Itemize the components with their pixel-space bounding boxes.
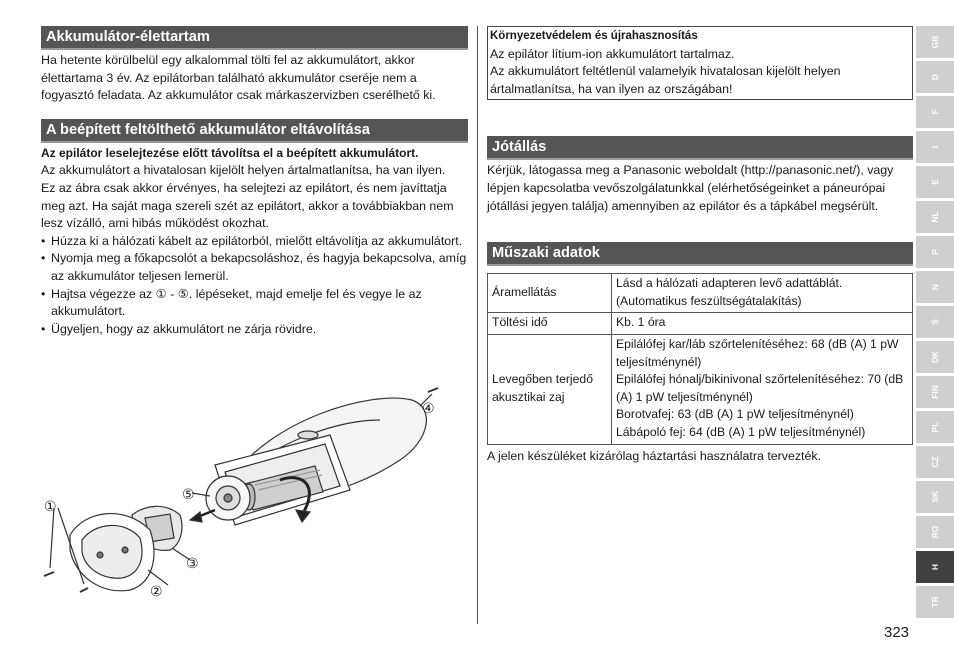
environment-line-1: Az epilátor lítium-ion akkumulátort tartalmaz. bbox=[490, 46, 735, 61]
spec-key: Töltési idő bbox=[488, 313, 612, 335]
spec-key: Áramellátás bbox=[488, 274, 612, 313]
removal-bullet-list bbox=[41, 233, 468, 339]
removal-paragraph-1: Az akkumulátort a hivatalosan kijelölt helyen ártalmatlanítsa, ha van ilyen. bbox=[41, 163, 446, 178]
tab-d[interactable]: D bbox=[916, 61, 954, 93]
tab-f[interactable]: F bbox=[916, 96, 954, 128]
tab-p[interactable]: P bbox=[916, 236, 954, 268]
removal-lead: Az epilátor leselejtezése előtt távolítsa el a beépített akkumulátort. bbox=[41, 145, 419, 160]
tab-dk[interactable]: DK bbox=[916, 341, 954, 373]
tab-fin[interactable]: FIN bbox=[916, 376, 954, 408]
table-row bbox=[488, 313, 913, 335]
page-number: 323 bbox=[884, 624, 910, 641]
tab-cz[interactable]: CZ bbox=[916, 446, 954, 478]
removal-paragraph-2: Ez az ábra csak akkor érvényes, ha selejtezi az epilátort, és nem javíttatja meg azt. Ha saját maga szereli szét az epilátort, akkor a továbbiakban nem lesz vízálló, ami hibás működést okozhat. bbox=[41, 180, 454, 231]
list-item: • Nyomja meg a főkapcsolót a bekapcsoláshoz, és hagyja bekapcsolva, amíg az akkumulátor teljesen lemerül. bbox=[41, 251, 467, 283]
label-step-4: ④ bbox=[422, 401, 435, 417]
battery-life-text: Ha hetente körülbelül egy alkalommal tölti fel az akkumulátort, akkor élettartama 3 év. Az epilátorban található akkumulátor cseréje nem a fogyasztó feladata. Az akkumulátor csak márkaszervizben cserélhető ki. bbox=[41, 53, 436, 103]
tab-nl[interactable]: NL bbox=[916, 201, 954, 233]
tab-gb[interactable]: GB bbox=[916, 26, 954, 58]
tab-pl[interactable]: PL bbox=[916, 411, 954, 443]
environment-box bbox=[487, 26, 913, 100]
section-title-specs: Műszaki adatok bbox=[487, 242, 913, 266]
spec-value: Epilálófej kar/láb szőrtelenítéséhez: 68 (dB (A) 1 pW teljesítménynél) Epilálófej hónalj/bikinivonal szőrtelenítéséhez: 70 (dB (A) 1 pW teljesítménynél) Borotvafej: 63 (dB (A) 1 pW teljesítménynél) Lábápoló fej: 64 (dB (A) 1 pW teljesítménynél) bbox=[612, 334, 913, 444]
label-step-1: ① bbox=[44, 499, 57, 515]
spec-value: Kb. 1 óra bbox=[612, 313, 913, 335]
left-column bbox=[41, 26, 468, 338]
spec-value: Lásd a hálózati adapteren levő adattáblát. (Automatikus feszültségátalakítás) bbox=[612, 274, 913, 313]
tab-h[interactable]: H bbox=[916, 551, 954, 583]
tab-n[interactable]: N bbox=[916, 271, 954, 303]
label-step-5: ⑤ bbox=[182, 487, 195, 503]
list-item: • Ügyeljen, hogy az akkumulátort ne zárja rövidre. bbox=[41, 321, 317, 336]
table-row bbox=[488, 274, 913, 313]
tab-e[interactable]: E bbox=[916, 166, 954, 198]
column-divider bbox=[477, 26, 478, 624]
warranty-text: Kérjük, látogassa meg a Panasonic weboldalt (http://panasonic.net/), vagy lépjen kapcsolatba vevőszolgálatunkkal (elérhetőségeinket a páneurópai jótállási jegyen találja) amennyiben az epilátor és a tápkábel megsérült. bbox=[487, 163, 894, 213]
spec-key: Levegőben terjedő akusztikai zaj bbox=[488, 334, 612, 444]
section-title-battery-life: Akkumulátor-élettartam bbox=[41, 26, 468, 50]
environment-title: Környezetvédelem és újrahasznosítás bbox=[490, 30, 698, 42]
tab-tr[interactable]: TR bbox=[916, 586, 954, 618]
label-step-2: ② bbox=[150, 584, 163, 600]
epilator-exploded-diagram bbox=[40, 380, 460, 610]
specs-table bbox=[487, 273, 913, 444]
tab-i[interactable]: I bbox=[916, 131, 954, 163]
tab-s[interactable]: S bbox=[916, 306, 954, 338]
list-item: • Hajtsa végezze az ① - ⑤. lépéseket, majd emelje fel és vegye le az akkumulátort. bbox=[41, 286, 422, 319]
section-title-battery-removal: A beépített feltölthető akkumulátor eltávolítása bbox=[41, 119, 468, 143]
language-tabs bbox=[916, 26, 954, 621]
list-item: • Húzza ki a hálózati kábelt az epilátorból, mielőtt eltávolítja az akkumulátort. bbox=[41, 233, 463, 248]
environment-line-2: Az akkumulátort feltétlenül valamelyik hivatalosan kijelölt helyen ártalmatlanítsa, ha van ilyen az országában! bbox=[490, 64, 841, 96]
right-column bbox=[487, 26, 913, 465]
section-title-warranty: Jótállás bbox=[487, 136, 913, 160]
usage-note: A jelen készüléket kizárólag háztartási használatra tervezték. bbox=[487, 448, 822, 463]
disassembly-illustration bbox=[40, 380, 460, 610]
tab-sk[interactable]: SK bbox=[916, 481, 954, 513]
tab-ro[interactable]: RO bbox=[916, 516, 954, 548]
table-row bbox=[488, 334, 913, 444]
label-step-3: ③ bbox=[186, 556, 199, 572]
